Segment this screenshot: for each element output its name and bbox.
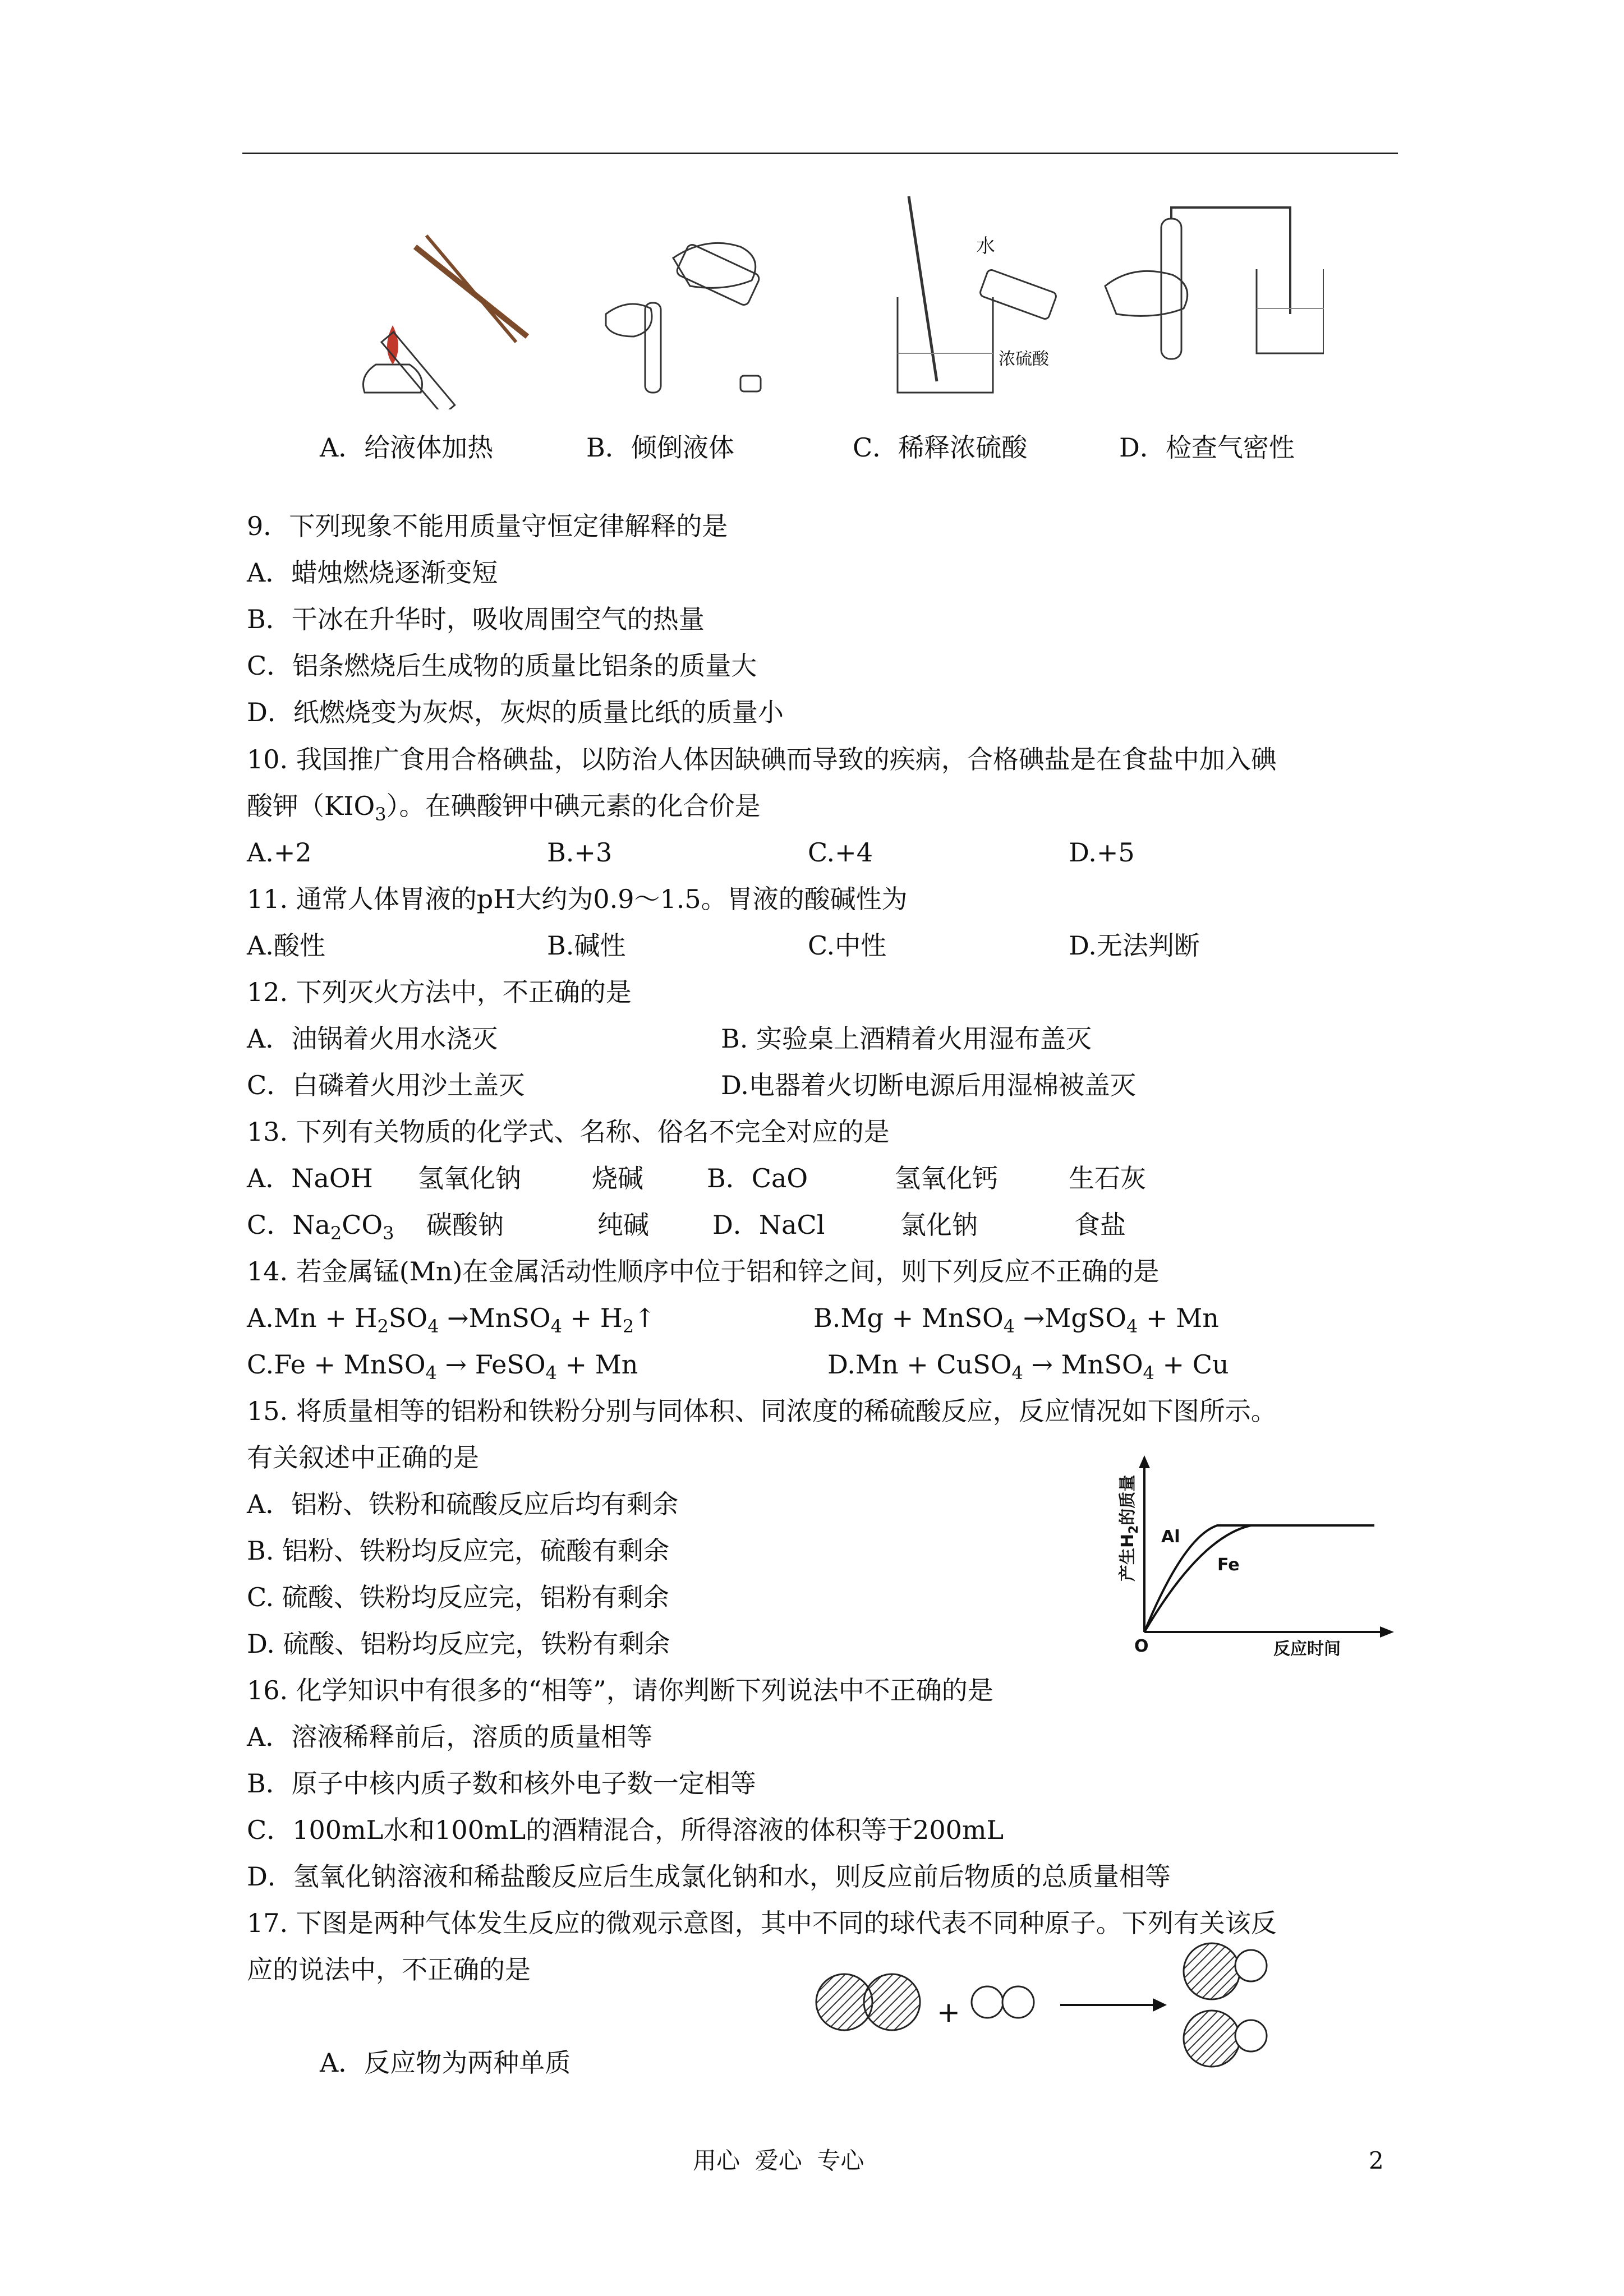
q13-a-formula: A．NaOH [247,1163,373,1193]
q17-stem-line1: 17. 下图是两种气体发生反应的微观示意图，其中不同的球代表不同种原子。下列有关该反 [247,1908,1277,1938]
q13-b-name: 氢氧化钙 [895,1163,998,1193]
q14-option-d: D.Mn + CuSO$_4$ → MnSO$_4$ + Cu [827,1349,1229,1384]
q13-d-name: 氯化钠 [900,1210,978,1240]
bottle-stopper [740,376,761,391]
q15-stem-line2: 有关叙述中正确的是 [247,1442,479,1473]
product-molecule-2-big [1184,2011,1240,2067]
acid-bottle [979,269,1057,320]
q10-stem-line2: 酸钾$(KIO_3)$。在碘酸钾中碘元素的化合价是 [247,791,761,825]
q13-c-formula: C．$Na_2CO_3$ [247,1210,394,1244]
q16-option-c: C．100mL水和100mL的酒精混合，所得溶液的体积等于200mL [247,1815,1004,1845]
q12-option-d: D.电器着火切断电源后用湿棉被盖灭 [721,1070,1136,1100]
q9-option-d: D．纸燃烧变为灰烬，灰烬的质量比纸的质量小 [247,697,784,727]
footer-motto: 用心 爱心 专心 [693,2147,864,2174]
q17-option-a: A．反应物为两种单质 [320,2048,571,2078]
q10-option-c: C.+4 [808,837,873,868]
option-c-diluting: C．稀释浓硫酸 [853,432,1028,463]
q12-stem: 12. 下列灭火方法中，不正确的是 [247,977,632,1007]
q13-b-common: 生石灰 [1069,1163,1146,1193]
q13-stem: 13. 下列有关物质的化学式、名称、俗名不完全对应的是 [247,1117,890,1147]
q11-option-d: D.无法判断 [1069,930,1200,961]
acid-label: 浓硫酸 [999,349,1049,369]
q15-option-b: B. 铝粉、铁粉均反应完，硫酸有剩余 [247,1536,670,1566]
q9-option-b: B．干冰在升华时，吸收周围空气的热量 [247,604,705,634]
q16-option-a: A．溶液稀释前后，溶质的质量相等 [247,1722,653,1752]
q12-option-a: A．油锅着火用水浇灭 [247,1023,498,1054]
header-rule [242,153,1398,154]
option-b-pouring: B．倾倒液体 [586,432,734,463]
q12-option-b: B. 实验桌上酒精着火用湿布盖灭 [721,1023,1092,1054]
series-label-al: Al [1161,1527,1180,1547]
curve-fe [1144,1525,1251,1632]
q15-option-d: D. 硫酸、铝粉均反应完，铁粉有剩余 [247,1629,670,1659]
test-tube-gas [1161,219,1181,359]
option-a-heating: A．给液体加热 [320,432,494,463]
tube-holder [415,247,527,336]
q11-option-c: C.中性 [808,930,887,961]
q12-option-c: C．白磷着火用沙土盖灭 [247,1070,525,1100]
illustration-heating-liquid [348,224,539,409]
q13-d-formula: D．NaCl [712,1210,825,1240]
q13-c-name: 碳酸钠 [426,1210,504,1240]
q11-option-b: B.碱性 [547,930,626,961]
q16-stem: 16. 化学知识中有很多的“相等”，请你判断下列说法中不正确的是 [247,1675,993,1705]
plus-sign: + [937,1996,960,2028]
q13-a-common: 烧碱 [592,1163,643,1193]
q16-option-d: D．氢氧化钠溶液和稀盐酸反应后生成氯化钠和水，则反应前后物质的总质量相等 [247,1861,1171,1892]
illustration-diluting-acid [886,196,1077,404]
illustration-checking-airtightness [1099,202,1324,365]
q14-option-c: C.Fe + MnSO$_4$ → FeSO$_4$ + Mn [247,1349,638,1384]
flame [387,325,398,365]
q15-option-a: A．铝粉、铁粉和硫酸反应后均有剩余 [247,1489,679,1519]
graph-xlabel: 反应时间 [1273,1639,1341,1659]
beaker [898,297,993,393]
y-axis-arrow [1139,1455,1150,1468]
q14-option-b: B.Mg + MnSO$_4$ →MgSO$_4$ + Mn [813,1303,1219,1337]
graph-origin: O [1134,1636,1149,1656]
q15-stem-line1: 15. 将质量相等的铝粉和铁粉分别与同体积、同浓度的稀硫酸反应，反应情况如下图所示。 [247,1396,1277,1426]
q9-stem: 9．下列现象不能用质量守恒定律解释的是 [247,511,728,541]
q9-option-a: A．蜡烛燃烧逐渐变短 [247,557,498,588]
q13-b-formula: B．CaO [707,1163,808,1193]
q10-option-a: A.+2 [247,837,312,868]
q13-d-common: 食盐 [1074,1210,1126,1240]
delivery-tube [1171,208,1290,314]
product-molecule-1-big [1184,1943,1240,1999]
q16-option-b: B．原子中核内质子数和核外电子数一定相等 [247,1768,756,1799]
q13-a-name: 氢氧化钠 [418,1163,521,1193]
water-label: 水 [976,235,995,257]
q15-option-c: C. 硫酸、铁粉均反应完，铝粉有剩余 [247,1582,669,1612]
x-axis-arrow [1380,1626,1394,1638]
product-molecule-1-small [1235,1950,1267,1981]
page-number: 2 [1369,2147,1384,2174]
reaction-arrow-head [1153,1998,1167,2012]
reactant-molecule-2-atom-1 [972,1986,1003,2018]
series-label-fe: Fe [1217,1555,1240,1575]
q17-reaction-diagram [802,1940,1296,2086]
reactant-molecule-1-atom-2 [864,1974,920,2030]
q10-option-d: D.+5 [1069,837,1135,868]
receiving-tube [645,303,661,393]
q14-stem: 14. 若金属锰(Mn)在金属活动性顺序中位于铝和锌之间，则下列反应不正确的是 [247,1256,1160,1287]
q11-stem: 11. 通常人体胃液的pH大约为0.9～1.5。胃液的酸碱性为 [247,884,908,914]
q17-stem-line2: 应的说法中，不正确的是 [247,1954,531,1985]
q9-option-c: C．铝条燃烧后生成物的质量比铝条的质量大 [247,651,757,681]
q10-option-b: B.+3 [547,837,613,868]
product-molecule-2-small [1235,2020,1267,2051]
q10-stem-line1: 10. 我国推广食用合格碘盐，以防治人体因缺碘而导致的疾病，合格碘盐是在食盐中加入碘 [247,744,1277,774]
q13-c-common: 纯碱 [597,1210,649,1240]
graph-ylabel: 产生$H_2$的质量 [1118,1474,1141,1582]
illustration-pouring-liquid [595,224,780,409]
alcohol-lamp [364,365,422,393]
reactant-molecule-2-atom-2 [1002,1986,1034,2018]
option-d-airtightness: D．检查气密性 [1119,432,1295,463]
q15-reaction-graph [1105,1453,1397,1660]
q14-option-a: $A.Mn + H_2SO_4$ →MnSO$_4$ + $H_2↑$ [247,1303,656,1337]
hand-holding [1105,271,1188,316]
q11-option-a: A.酸性 [247,930,325,961]
